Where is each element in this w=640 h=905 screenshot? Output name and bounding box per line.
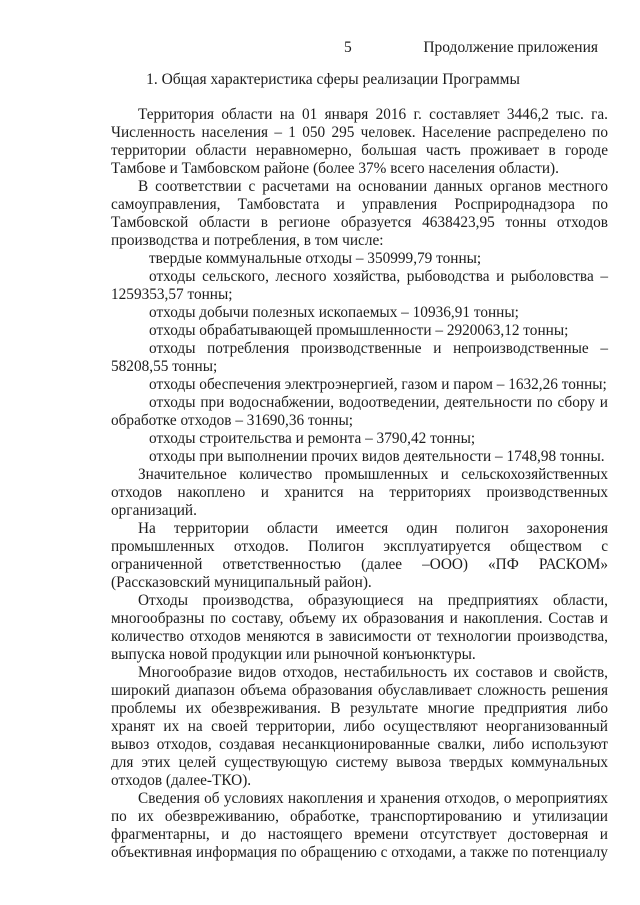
section-title: 1. Общая характеристика сферы реализации Программы	[146, 71, 520, 88]
list-item: отходы добычи полезных ископаемых – 10936,91 тонны;	[149, 304, 519, 321]
page-header	[0, 39, 640, 59]
list-item: отходы строительства и ремонта – 3790,42 тонны;	[149, 430, 476, 447]
paragraph-landfill: На территории области имеется один полигон захоронения промышленных отходов. Полигон эксплуатируется обществом с ограниченной ответственностью (далее –ООО) «ПФ РАСКОМ» (Рассказовский муниципальный район).	[111, 520, 608, 591]
list-item: отходы сельского, лесного хозяйства, рыбоводства и рыболовства – 1259353,57 тонны;	[111, 268, 608, 303]
page-number: 5	[344, 39, 352, 56]
paragraph-territory: Территория области на 01 января 2016 г. составляет 3446,2 тыс. га. Численность населения – 1 050 295 человек. Население распределено по территории области неравномерно, большая часть проживает в городе Тамбове и Тамбовском районе (более 37% всего населения области).	[111, 106, 608, 177]
paragraph-information: Сведения об условиях накопления и хранения отходов, о мероприятиях по их обезвреживанию, обработке, транспортированию и утилизации фрагментарны, и до настоящего времени отсутствует достоверная и объективная информация по обращению с отходами, а также по потенциалу	[111, 790, 608, 861]
continuation-label: Продолжение приложения	[423, 39, 598, 56]
paragraph-waste-total: В соответствии с расчетами на основании данных органов местного самоуправления, Тамбовстата и управления Росприроднадзора по Тамбовской области в регионе образуется 4638423,95 тонны отходов производства и потребления, в том числе:	[111, 178, 608, 249]
list-item: отходы при выполнении прочих видов деятельности – 1748,98 тонны.	[149, 448, 605, 465]
list-item: отходы обрабатывающей промышленности – 2920063,12 тонны;	[149, 322, 569, 339]
paragraph-waste-variety: Отходы производства, образующиеся на предприятиях области, многообразны по составу, объему их образования и накопления. Состав и количество отходов меняются в зависимости от технологии производства, выпуска новой продукции или рыночной конъюнктуры.	[111, 592, 608, 663]
paragraph-accumulated-waste: Значительное количество промышленных и сельскохозяйственных отходов накоплено и хранится на территориях производственных организаций.	[111, 466, 608, 519]
list-item: отходы потребления производственные и непроизводственные – 58208,55 тонны;	[111, 340, 608, 375]
list-item: отходы при водоснабжении, водоотведении, деятельности по сбору и обработке отходов – 31690,36 тонны;	[111, 394, 608, 429]
paragraph-disposal-problem: Многообразие видов отходов, нестабильность их составов и свойств, широкий диапазон объема образования обуславливает сложность решения проблемы их обезвреживания. В результате многие предприятия либо хранят их на своей территории, либо осуществляют неорганизованный вывоз отходов, создавая несанкционированные свалки, либо используют для этих целей существующую систему вывоза твердых коммунальных отходов (далее-ТКО).	[111, 664, 608, 789]
list-item: отходы обеспечения электроэнергией, газом и паром – 1632,26 тонны;	[149, 376, 607, 393]
document-body	[111, 106, 608, 862]
list-item: твердые коммунальные отходы – 350999,79 тонны;	[149, 250, 482, 267]
